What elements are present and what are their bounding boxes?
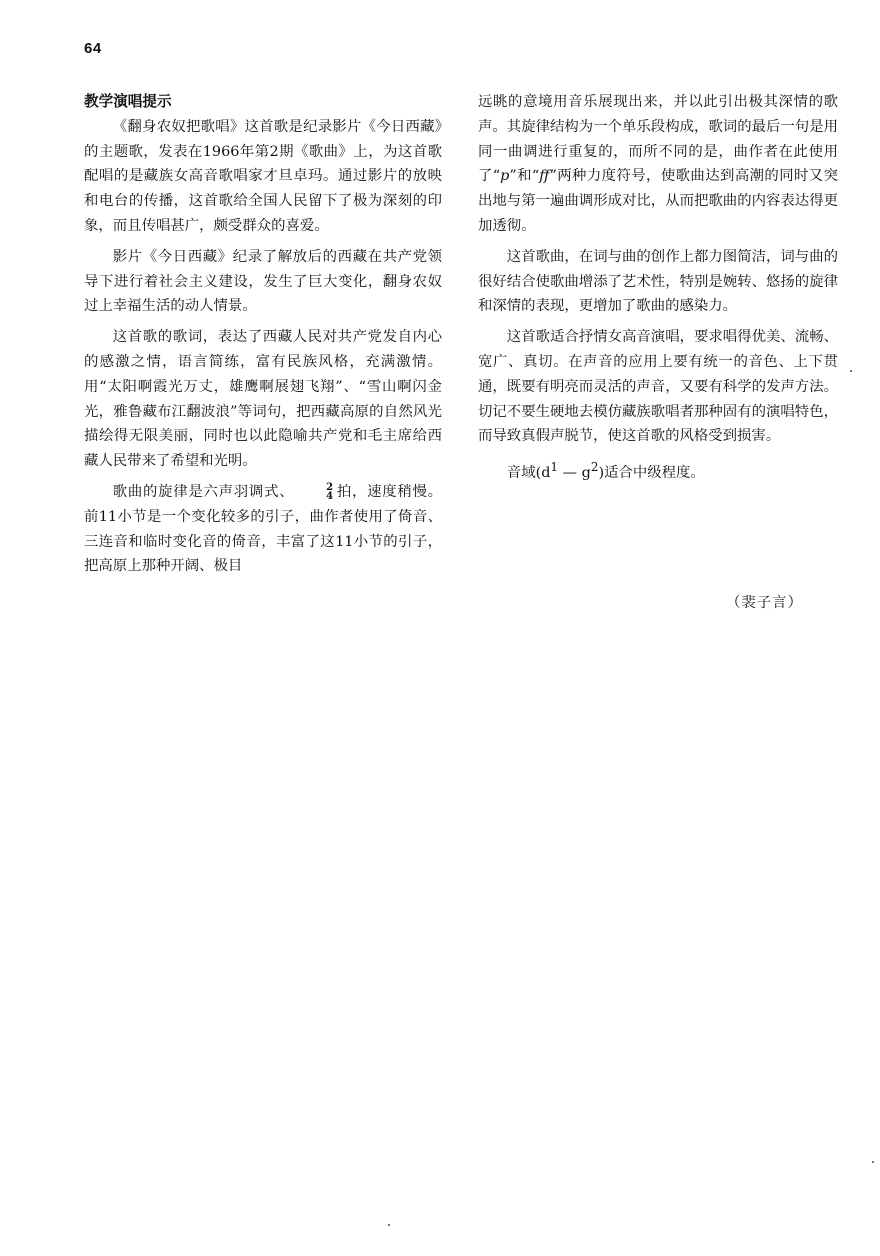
range-text-2: — g xyxy=(558,464,591,481)
melody-cont-text-3: ”两种力度符号，使歌曲达到高潮的同时又突出地与第一遍曲调形成对比，从而把歌曲的内容表达得更加透彻。 xyxy=(478,168,838,234)
paragraph-creation: 这首歌曲，在词与曲的创作上都力图简洁，词与曲的很好结合使歌曲增添了艺术性，特别是婉转、悠扬的旋律和深情的表现，更增加了歌曲的感染力。 xyxy=(478,248,838,315)
section-heading: 教学演唱提示 xyxy=(84,93,172,110)
range-text-1: 音域(d xyxy=(506,464,551,481)
paragraph-melody xyxy=(84,480,442,579)
paragraph-melody-continued xyxy=(478,90,838,239)
page-number: 64 xyxy=(84,40,102,57)
paragraph-lyrics: 这首歌的歌词，表达了西藏人民对共产党发自内心的感激之情，语言简练，富有民族风格，充满激情。用“太阳啊霞光万丈，雄鹰啊展翅飞翔”、“雪山啊闪金光，雅鲁藏布江翻波浪”等词句，把西藏高原的自然风光描绘得无限美丽，同时也以此隐喻共产党和毛主席给西藏人民带来了希望和光明。 xyxy=(84,329,442,470)
scan-speck xyxy=(388,1224,390,1226)
author-signature: （裴子言） xyxy=(726,595,803,611)
paragraph-film: 影片《今日西藏》纪录了解放后的西藏在共产党领导下进行着社会主义建设，发生了巨大变化，翻身农奴过上幸福生活的动人情景。 xyxy=(84,248,442,315)
range-superscript-2: 2 xyxy=(590,460,599,475)
paragraph-range xyxy=(478,455,838,486)
dynamic-piano: p xyxy=(500,168,510,185)
range-superscript-1: 1 xyxy=(550,460,559,475)
scan-speck xyxy=(850,370,852,372)
melody-cont-text-1: 远眺的意境用音乐展现出来，并以此引出极其深情的歌声。其旋律结构为一个单乐段构成，歌词的最后一句是用同一曲调进行重复的，而所不同的是，曲作者在此使用了“ xyxy=(478,94,838,185)
left-column xyxy=(84,90,442,585)
time-signature-top: 2 xyxy=(326,481,334,493)
right-column xyxy=(478,90,838,492)
time-signature xyxy=(297,483,333,501)
melody-text-start: 歌曲的旋律是六声羽调式、 xyxy=(112,483,295,500)
range-text-3: )适合中级程度。 xyxy=(598,464,705,481)
melody-cont-text-2: ”和“ xyxy=(509,168,540,185)
scan-speck xyxy=(872,1161,874,1163)
paragraph-performance: 这首歌适合抒情女高音演唱，要求唱得优美、流畅、宽广、真切。在声音的应用上要有统一的音色、上下贯通，既要有明亮而灵活的声音，又要有科学的发声方法。切记不要生硬地去模仿藏族歌唱者那种固有的演唱特色，而导致真假声脱节，使这首歌的风格受到损害。 xyxy=(478,329,838,445)
time-signature-bottom: 4 xyxy=(326,490,334,502)
paragraph-intro: 《翻身农奴把歌唱》这首歌是纪录影片《今日西藏》的主题歌，发表在1966年第2期《歌曲》上，为这首歌配唱的是藏族女高音歌唱家才旦卓玛。通过影片的放映和电台的传播，这首歌给全国人民留下了极为深刻的印象，而且传唱甚广，颇受群众的喜爱。 xyxy=(84,118,442,234)
dynamic-fortissimo: ff xyxy=(539,168,550,185)
melody-text-end: 拍，速度稍慢。前11小节是一个变化较多的引子，曲作者使用了倚音、三连音和临时变化音的倚音，丰富了这11小节的引子，把高原上那种开阔、极目 xyxy=(84,483,442,575)
